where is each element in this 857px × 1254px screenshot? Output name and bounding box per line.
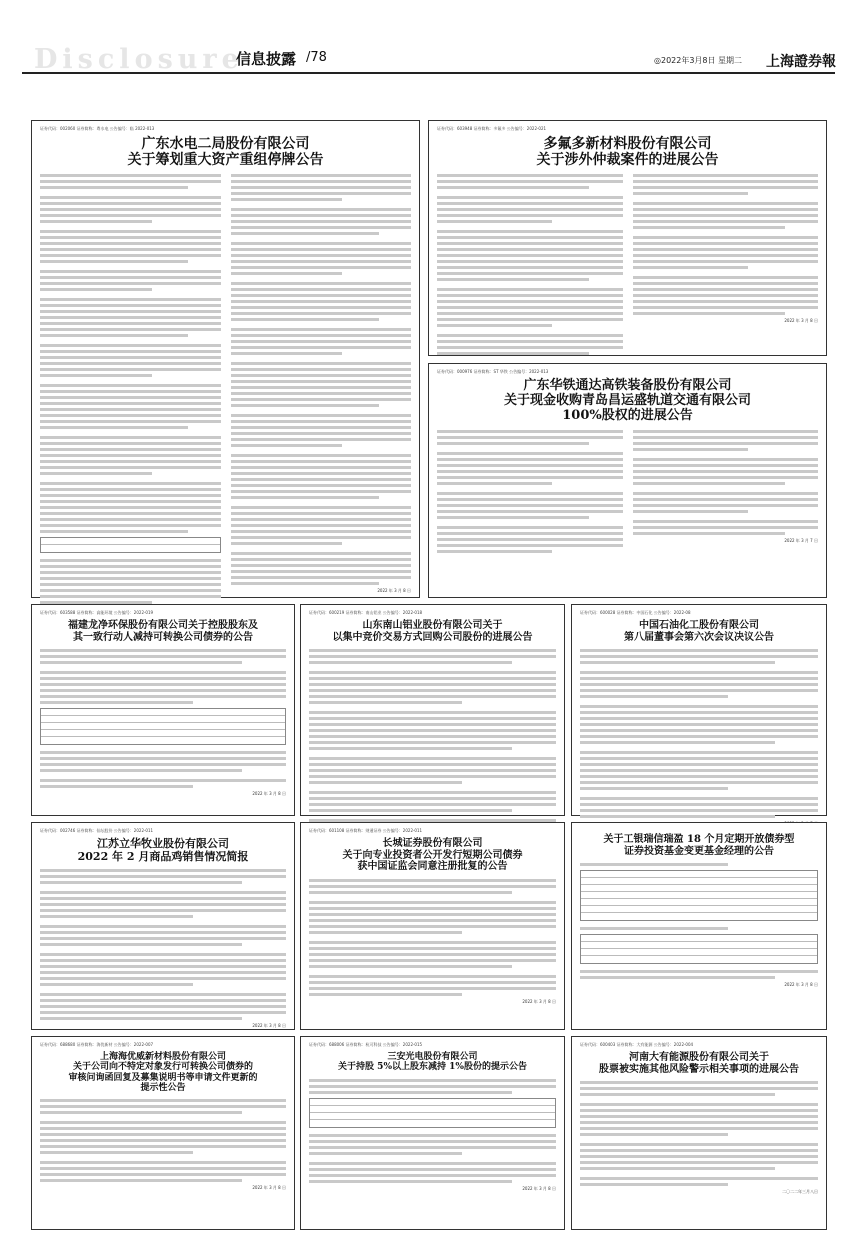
- notice-title: 上海海优威新材料股份有限公司 关于公司向不特定对象发行可转换公司债券的 审核问询函回复及募集说明书等申请文件更新的 提示性公告: [68, 1052, 258, 1094]
- notice-hiuv-materials: [31, 1036, 295, 1230]
- notice-guangdong-hydropower: [31, 120, 420, 598]
- notice-date: 2022 年 3 月 8 日: [522, 1185, 556, 1191]
- notice-date: 2022 年 3 月 8 日: [252, 1023, 286, 1029]
- notice-date: 2022 年 3 月 7 日: [784, 537, 818, 543]
- notice-title: 山东南山铝业股份有限公司关于 以集中竞价交易方式回购公司股份的进展公告: [332, 620, 533, 643]
- notice-sinopec: [571, 604, 827, 816]
- notice-codes: 证券代码：601108 证券简称：财通证券 公告编号：2022-011: [309, 828, 423, 833]
- notice-title: 三安光电股份有限公司 关于持股 5%以上股东减持 1%股份的提示公告: [338, 1052, 527, 1073]
- notice-duofluoride: [428, 120, 827, 356]
- notice-title: 多氟多新材料股份有限公司 关于涉外仲裁案件的进展公告: [536, 136, 719, 169]
- notice-codes: 证券代码：688680 证券简称：海优新材 公告编号：2022-007: [40, 1042, 154, 1047]
- notice-sanan-optoelectronics: [300, 1036, 565, 1230]
- notice-title: 关于工银瑞信瑞盈 18 个月定期开放债券型 证券投资基金变更基金经理的公告: [603, 834, 795, 857]
- shareholder-table: [40, 537, 221, 553]
- manager-info-table: [580, 934, 818, 964]
- fund-info-table: [580, 870, 818, 921]
- notice-codes: 证券代码：600028 证券简称：中国石化 公告编号：2022-08: [580, 610, 691, 615]
- notice-codes: 证券代码：688006 证券简称：杭可科技 公告编号：2022-015: [309, 1042, 423, 1047]
- notice-title: 中国石油化工股份有限公司 第八届董事会第六次会议决议公告: [624, 620, 774, 643]
- notice-date: 2022 年 3 月 8 日: [784, 318, 818, 324]
- notice-codes: 证券代码：603948 证券简称：多氟多 公告编号：2022-021: [437, 126, 547, 131]
- notice-title: 福建龙净环保股份有限公司关于控股股东及 其一致行动人减持可转换公司债券的公告: [68, 620, 258, 643]
- notice-lihua-animal: [31, 822, 295, 1030]
- notice-longking: [31, 604, 295, 816]
- notice-great-wall-securities: [300, 822, 565, 1030]
- notice-date: 2022 年 3 月 8 日: [252, 791, 286, 796]
- notice-dayou-energy: [571, 1036, 827, 1230]
- section-title: 信息披露: [236, 50, 297, 68]
- notice-date: 2022 年 3 月 8 日: [784, 982, 818, 987]
- notice-title: 长城证券股份有限公司 关于向专业投资者公开发行短期公司债券 获中国证监会同意注册批复的公告: [342, 838, 523, 872]
- notice-date: 2022 年 3 月 8 日: [377, 588, 411, 594]
- newspaper-logo: 上海證券報: [766, 54, 836, 70]
- notice-huatie-tongda: [428, 363, 827, 598]
- notice-codes: 证券代码：000976 证券简称：ST 华铁 公告编号：2022-013: [437, 369, 549, 374]
- reduction-table: [309, 1098, 556, 1128]
- page-number: /78: [306, 50, 327, 65]
- notice-codes: 证券代码：002746 证券简称：仙坛股份 公告编号：2022-011: [40, 828, 154, 833]
- notice-codes: 证券代码：603588 证券简称：高能环境 公告编号：2022-019: [40, 610, 154, 615]
- issue-date: ◎2022年3月8日 星期二: [654, 56, 743, 65]
- notice-codes: 证券代码：600403 证券简称：大有能源 公告编号：2022-004: [580, 1042, 694, 1047]
- notice-title: 河南大有能源股份有限公司关于 股票被实施其他风险警示相关事项的进展公告: [599, 1052, 799, 1075]
- notice-date: 2022 年 3 月 8 日: [252, 1185, 286, 1191]
- notice-title: 广东华铁通达高铁装备股份有限公司 关于现金收购青岛昌运盛轨道交通有限公司 100%股权的进展公告: [503, 378, 751, 423]
- notice-codes: 证券代码：002060 证券简称：粤水电 公告编号：临 2022-013: [40, 126, 155, 131]
- notice-date: 2022 年 3 月 8 日: [522, 998, 556, 1004]
- notice-codes: 证券代码：600219 证券简称：南山铝业 公告编号：2022-018: [309, 610, 423, 615]
- holdings-table: [40, 708, 286, 745]
- notice-icbc-fund: [571, 822, 827, 1030]
- notice-title: 江苏立华牧业股份有限公司 2022 年 2 月商品鸡销售情况简报: [77, 837, 249, 863]
- masthead-word: Disclosure: [34, 44, 244, 75]
- notice-nanshan-aluminum: [300, 604, 565, 816]
- notice-title: 广东水电二局股份有限公司 关于筹划重大资产重组停牌公告: [127, 136, 324, 169]
- notice-date: 二〇二二年三月八日: [782, 1189, 818, 1194]
